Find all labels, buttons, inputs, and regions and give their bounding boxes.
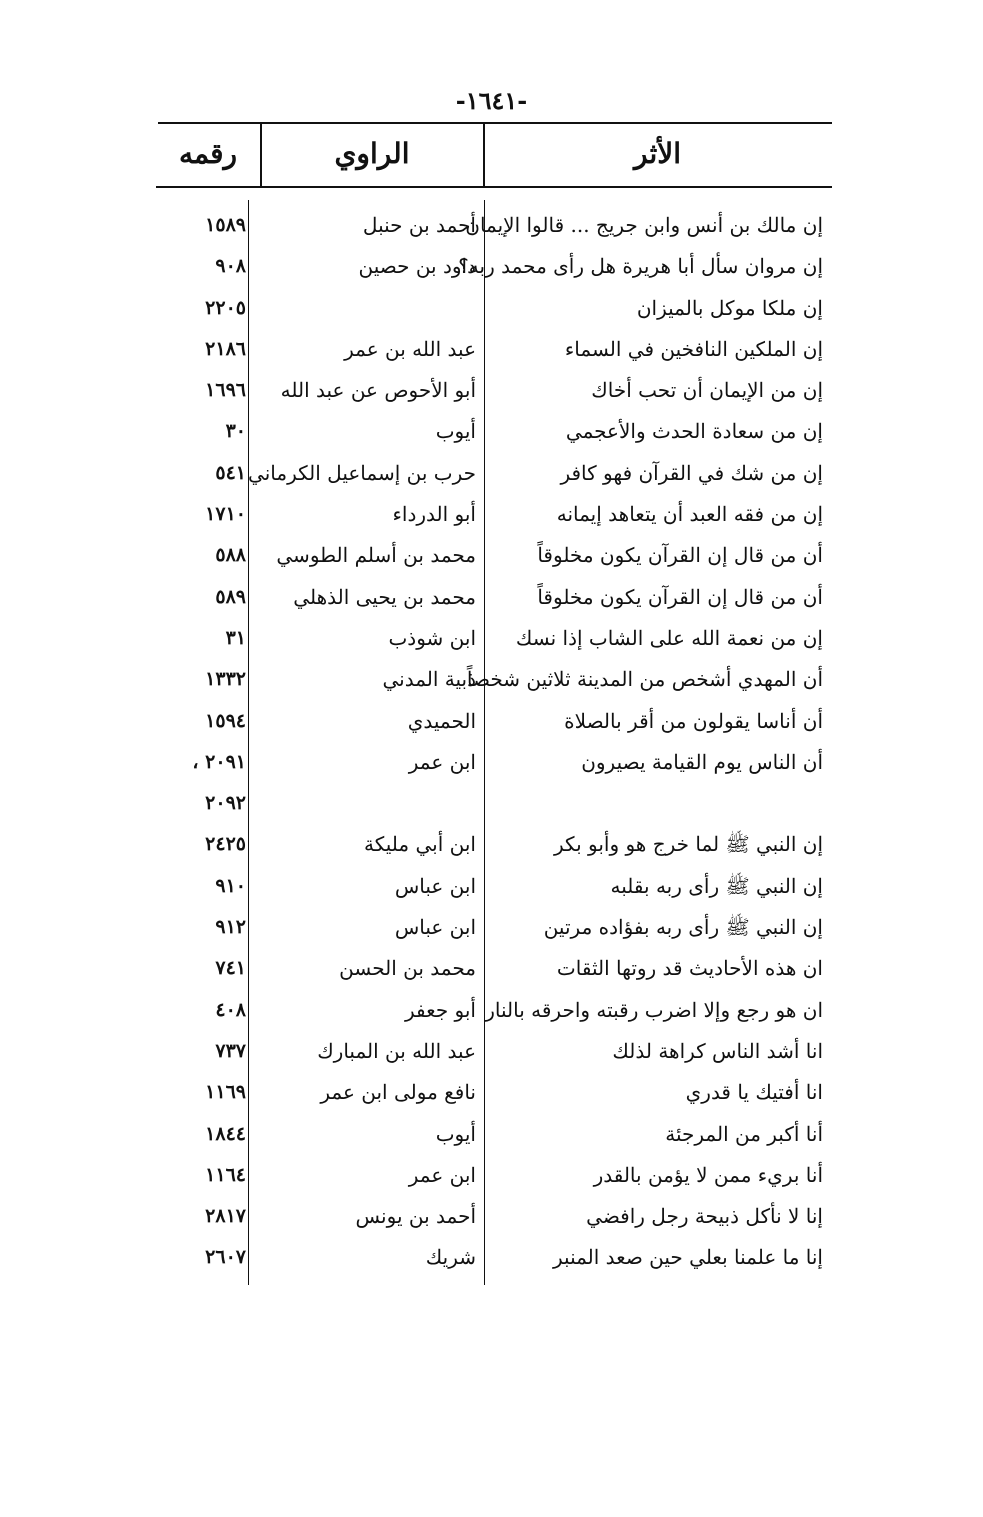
athar-text: إن مروان سأل أبا هريرة هل رأى محمد ربه؟ [458,254,823,279]
table-row [0,1196,983,1237]
rawi-text: نافع مولى ابن عمر [320,1080,476,1105]
athar-text: أن الناس يوم القيامة يصيرون [581,749,823,774]
header-athar: الأثر [634,137,681,170]
rawi-text: محمد بن الحسن [339,956,476,981]
table-row [0,1031,983,1072]
rawi-text [250,783,476,824]
raqm-text: ٧٤١ [215,957,246,980]
raqm-text: ٣٠ [225,420,246,443]
table-row [0,824,983,865]
raqm-text: ١٨٤٤ [205,1122,246,1145]
raqm-text: ٩١٢ [215,916,246,939]
raqm-text: ١٣٣٢ [205,668,246,691]
rawi-text: أيوب [435,1121,476,1146]
rawi-text: ابن عمر [408,1162,476,1187]
table-row [0,990,983,1031]
rawi-text: أبو الدرداء [392,502,476,527]
table-row [0,494,983,535]
athar-text: إن من فقه العبد أن يتعاهد إيمانه [556,502,823,527]
rawi-text: ابن عباس [394,915,476,940]
table-row [0,246,983,287]
raqm-text: ١٦٩٦ [205,379,246,402]
athar-text: إنا لا نأكل ذبيحة رجل رافضي [586,1204,823,1229]
table-row [0,618,983,659]
raqm-text: ٢٦٠٧ [205,1246,246,1269]
athar-text: إن النبي ﷺ رأى ربه بفؤاده مرتين [543,915,823,940]
raqm-text: ٥٨٩ [215,585,246,608]
athar-text: أن المهدي أشخص من المدينة ثلاثين شخصاً [466,667,823,692]
header-rawi: الراوي [334,137,410,170]
raqm-text: ٢٢٠٥ [205,296,246,319]
table-row [0,948,983,989]
athar-text: ان هو رجع وإلا اضرب رقبته واحرقه بالنار [485,997,823,1022]
athar-text: أن من قال إن القرآن يكون مخلوقاً [537,543,823,568]
raqm-text: ٥٤١ [215,461,246,484]
rawi-text: داود بن حصين [358,254,476,279]
table-row [0,1155,983,1196]
athar-text: انا أشد الناس كراهة لذلك [612,1038,823,1063]
table-row [0,701,983,742]
table-row [0,370,983,411]
index-table-body [0,205,983,1279]
raqm-text: ٥٨٨ [215,544,246,567]
athar-text: إن ملكا موكل بالميزان [636,295,823,320]
table-row [0,453,983,494]
athar-text: ان هذه الأحاديث قد روتها الثقات [556,956,823,981]
table-row [0,205,983,246]
raqm-text: ٩١٠ [215,874,246,897]
table-row [0,783,983,824]
raqm-text: ٤٠٨ [215,998,246,1021]
rawi-text: أحمد بن يونس [355,1204,476,1229]
rawi-text: عبد الله بن المبارك [317,1038,476,1063]
rawi-text: عبد الله بن عمر [344,336,476,361]
table-row [0,1114,983,1155]
table-row [0,577,983,618]
raqm-text: ٢٤٢٥ [205,833,246,856]
rawi-text: أحمد بن حنبل [362,213,476,237]
athar-text: إن النبي ﷺ لما خرج هو وأبو بكر [554,832,823,857]
raqm-text: ٩٠٨ [215,255,246,278]
raqm-text: ٣١ [225,626,246,649]
athar-text: إن من الإيمان أن تحب أخاك [591,378,823,403]
athar-text: انا أفتيك يا قدري [685,1080,823,1105]
raqm-text: ١٥٩٤ [205,709,246,732]
table-row [0,535,983,576]
rawi-text: أبو جعفر [405,997,476,1022]
athar-text: أنا بريء ممن لا يؤمن بالقدر [593,1162,823,1187]
athar-text: إن من سعادة الحدث والأعجمي [565,419,823,444]
raqm-text: ١٧١٠ [205,503,246,526]
athar-text: أن أناسا يقولون من أقر بالصلاة [564,708,823,733]
header-bottom-rule [156,186,832,188]
raqm-text: ٢٠٩١ ، [192,750,246,773]
rawi-text: أيوب [435,419,476,444]
raqm-text: ٢١٨٦ [205,337,246,360]
header-raqm: رقمه [178,137,238,170]
rawi-text: شريك [425,1245,476,1270]
raqm-text: ١١٦٩ [205,1081,246,1104]
table-row [0,411,983,452]
rawi-text: ابن عمر [408,749,476,774]
athar-text: إن من شك في القرآن فهو كافر [560,460,823,485]
rawi-text: ابن أبي مليكة [364,832,476,857]
table-row [0,1072,983,1113]
raqm-text: ١٥٨٩ [205,214,246,236]
table-row [0,907,983,948]
table-row [0,659,983,700]
rawi-text: محمد بن يحيى الذهلي [293,584,476,609]
athar-text: إن من نعمة الله على الشاب إذا نسك [515,625,823,650]
table-row [0,329,983,370]
page-number: -١٦٤١- [455,86,528,115]
rawi-text: حرب بن إسماعيل الكرماني [248,460,476,485]
raqm-text: ١١٦٤ [205,1163,246,1186]
athar-text: إن النبي ﷺ رأى ربه بقلبه [610,873,823,898]
rawi-text: ابن عباس [394,873,476,898]
table-row [0,742,983,783]
raqm-text: ٧٣٧ [215,1039,246,1062]
rawi-text: أبو الأحوص عن عبد الله [280,378,476,403]
table-row [0,288,983,329]
athar-text [483,783,823,824]
rawi-text [250,288,476,329]
athar-text: إن مالك بن أنس وابن جريج ... قالوا الإيمان [465,213,823,237]
rawi-text: الحميدي [407,708,476,733]
athar-text: إن الملكين النافخين في السماء [564,336,823,361]
table-row [0,866,983,907]
table-row [0,1237,983,1278]
raqm-text: ٢٠٩٢ [205,792,246,815]
athar-text: إنا ما علمنا بعلي حين صعد المنبر [553,1245,823,1270]
athar-text: أنا أكبر من المرجئة [665,1121,823,1146]
rawi-text: ذبية المدني [382,667,476,692]
athar-text: أن من قال إن القرآن يكون مخلوقاً [537,584,823,609]
rawi-text: ابن شوذب [388,625,476,650]
rawi-text: محمد بن أسلم الطوسي [276,543,476,568]
raqm-text: ٢٨١٧ [205,1205,246,1228]
